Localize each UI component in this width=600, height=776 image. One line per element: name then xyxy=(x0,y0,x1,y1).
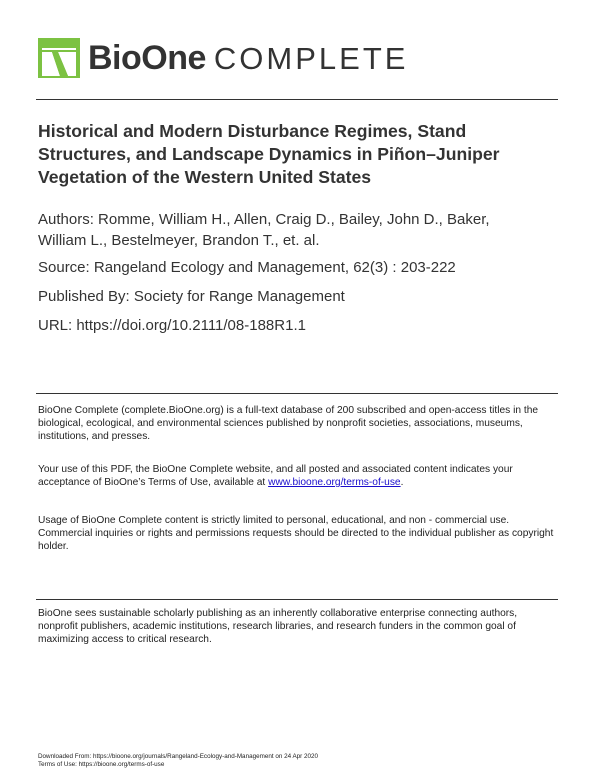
terms-of-use-link[interactable]: www.bioone.org/terms-of-use xyxy=(268,477,401,488)
article-url[interactable]: URL: https://doi.org/10.2111/08-188R1.1 xyxy=(38,317,306,334)
logo-wordmark xyxy=(88,38,408,79)
bioone-leaf-icon xyxy=(38,38,80,78)
terms-notice-text: Your use of this PDF, the BioOne Complete website, and all posted and associated content indicates your acceptance of BioOne’s Terms of Use, available at xyxy=(38,464,513,488)
notice-divider-top xyxy=(36,393,558,394)
header-divider xyxy=(36,99,558,100)
logo-complete-text: COMPLETE xyxy=(213,41,409,76)
notice-divider-bottom xyxy=(36,599,558,600)
terms-notice xyxy=(38,463,558,489)
authors-line-2: William L., Bestelmeyer, Brandon T., et. al. xyxy=(38,232,320,249)
bioone-logo[interactable] xyxy=(38,36,438,80)
terms-notice-end: . xyxy=(400,477,404,488)
authors-line-1: Authors: Romme, William H., Allen, Craig D., Bailey, John D., Baker, xyxy=(38,211,490,228)
logo-bioone-text: BioOne xyxy=(88,39,206,77)
footer-terms-of-use[interactable]: Terms of Use: https://bioone.org/terms-of-use xyxy=(38,761,165,768)
article-authors xyxy=(38,209,568,251)
article-publisher: Published By: Society for Range Management xyxy=(38,288,345,305)
download-info: Downloaded From: https://bioone.org/journals/Rangeland-Ecology-and-Management on 24 Apr 2020 xyxy=(38,753,319,760)
usage-notice: Usage of BioOne Complete content is strictly limited to personal, educational, and non - commercial use. Commercial inquiries or rights and permissions requests should be directed to the individual publisher as copyright holder. xyxy=(38,515,554,552)
about-notice: BioOne Complete (complete.BioOne.org) is a full-text database of 200 subscribed and open-access titles in the biological, ecological, and environmental sciences published by nonprofit societies, associations, museums, institutions, and presses. xyxy=(38,405,539,442)
mission-statement: BioOne sees sustainable scholarly publishing as an inherently collaborative enterprise connecting authors, nonprofit publishers, academic institutions, research libraries, and research funders in the common goal of maximizing access to critical research. xyxy=(38,608,518,645)
article-title: Historical and Modern Disturbance Regimes, Stand Structures, and Landscape Dynamics in Piñon–Juniper Vegetation of the Western United States xyxy=(38,121,500,187)
article-source: Source: Rangeland Ecology and Management, 62(3) : 203-222 xyxy=(38,259,456,276)
